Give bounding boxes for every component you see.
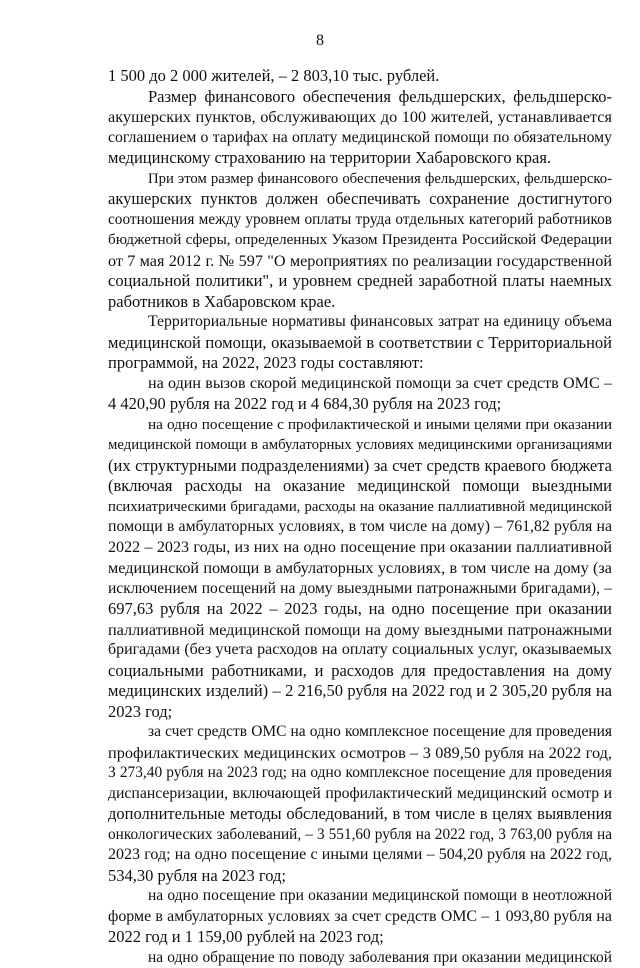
text-line: форме в амбулаторных условиях за счет средств ОМС – 1 093,80 рубля на <box>108 907 612 928</box>
text-line: соотношения между уровнем оплаты труда отдельных категорий работников <box>108 210 612 231</box>
text-line: медицинской помощи в амбулаторных условиях, в том числе на дому (за <box>108 558 612 579</box>
text-line: (их структурными подразделениями) за счет средств краевого бюджета <box>108 456 612 477</box>
text-line: работников в Хабаровском крае. <box>108 292 612 313</box>
text-line: помощи в амбулаторных условиях, в том числе на дому) – 761,82 рубля на <box>108 517 612 538</box>
text-line: 534,30 рубля на 2023 год; <box>108 866 612 887</box>
page-number: 8 <box>0 32 640 50</box>
text-line: соглашением о тарифах на оплату медицинской помощи по обязательному <box>108 128 612 149</box>
text-line: 4 420,90 рубля на 2022 год и 4 684,30 рубля на 2023 год; <box>108 394 612 415</box>
text-line: медицинской помощи, оказываемой в соответствии с Территориальной <box>108 333 612 354</box>
text-line: 1 500 до 2 000 жителей, – 2 803,10 тыс. рублей. <box>108 66 612 87</box>
text-line: 3 273,40 рубля на 2023 год; на одно комплексное посещение для проведения <box>108 763 612 784</box>
text-line: медицинской помощи в амбулаторных условиях медицинскими организациями <box>108 435 612 456</box>
text-line: Размер финансового обеспечения фельдшерских, фельдшерско- <box>108 87 612 108</box>
text-line: бригадами (без учета расходов на оплату социальных услуг, оказываемых <box>108 640 612 661</box>
text-line: на один вызов скорой медицинской помощи за счет средств ОМС – <box>108 374 612 395</box>
text-line: онкологических заболеваний, – 3 551,60 рубля на 2022 год, 3 763,00 рубля на <box>108 825 612 846</box>
text-line: социальными работниками, и расходов для предоставления на дому <box>108 661 612 682</box>
text-line: медицинских изделий) – 2 216,50 рубля на 2022 год и 2 305,20 рубля на <box>108 681 612 702</box>
text-line: за счет средств ОМС на одно комплексное посещение для проведения <box>108 722 612 743</box>
text-line: Территориальные нормативы финансовых затрат на единицу объема <box>108 312 612 333</box>
text-line: исключением посещений на дому выездными патронажными бригадами), – <box>108 579 612 600</box>
text-line: При этом размер финансового обеспечения фельдшерских, фельдшерско- <box>108 169 612 190</box>
text-line: диспансеризации, включающей профилактический медицинский осмотр и <box>108 784 612 805</box>
text-line: акушерских пунктов должен обеспечивать сохранение достигнутого <box>108 189 612 210</box>
text-line: акушерских пунктов, обслуживающих до 100 жителей, устанавливается <box>108 107 612 128</box>
document-body <box>108 66 612 968</box>
text-line: 2022 – 2023 годы, из них на одно посещение при оказании паллиативной <box>108 538 612 559</box>
text-line: на одно обращение по поводу заболевания при оказании медицинской <box>108 948 612 968</box>
text-line: 697,63 рубля на 2022 – 2023 годы, на одно посещение при оказании <box>108 599 612 620</box>
text-line: социальной политики", и уровнем средней заработной платы наемных <box>108 271 612 292</box>
text-line: бюджетной сферы, определенных Указом Президента Российской Федерации <box>108 230 612 251</box>
text-line: паллиативной медицинской помощи на дому выездными патронажными <box>108 620 612 641</box>
text-line: психиатрическими бригадами, расходы на оказание паллиативной медицинской <box>108 497 612 518</box>
text-line: дополнительные методы обследований, в том числе в целях выявления <box>108 804 612 825</box>
text-line: медицинскому страхованию на территории Хабаровского края. <box>108 148 612 169</box>
text-line: программой, на 2022, 2023 годы составляют: <box>108 353 612 374</box>
text-line: 2023 год; на одно посещение с иными целями – 504,20 рубля на 2022 год, <box>108 845 612 866</box>
text-line: (включая расходы на оказание медицинской помощи выездными <box>108 476 612 497</box>
text-line: от 7 мая 2012 г. № 597 "О мероприятиях по реализации государственной <box>108 251 612 272</box>
text-line: 2023 год; <box>108 702 612 723</box>
text-line: профилактических медицинских осмотров – 3 089,50 рубля на 2022 год, <box>108 743 612 764</box>
text-line: 2022 год и 1 159,00 рублей на 2023 год; <box>108 927 612 948</box>
text-line: на одно посещение с профилактической и иными целями при оказании <box>108 415 612 436</box>
text-line: на одно посещение при оказании медицинской помощи в неотложной <box>108 886 612 907</box>
